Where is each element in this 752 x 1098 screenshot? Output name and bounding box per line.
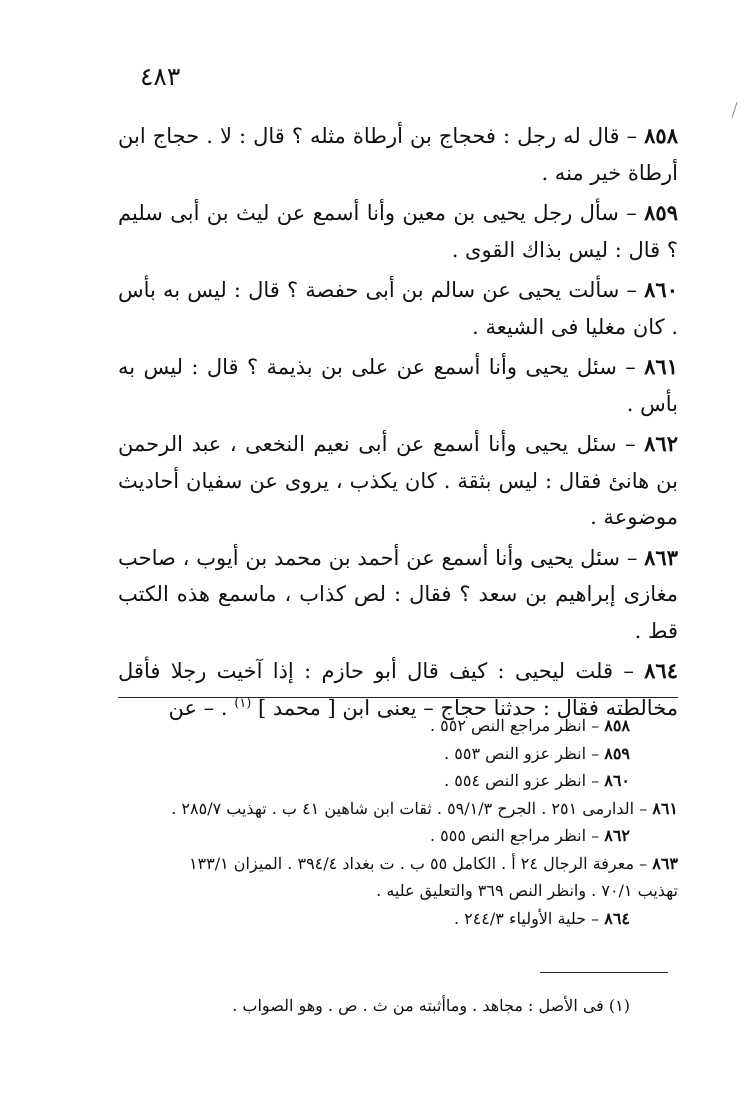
note-number: ٨٦١ (652, 798, 678, 818)
note-number: ٨٦٤ (604, 908, 630, 928)
footnote: (١) فى الأصل : مجاهد . وماأثبته من ث . ص . وهو الصواب . (232, 996, 630, 1015)
entry-860 (118, 272, 678, 345)
entry-863 (118, 540, 678, 650)
entry-number: ٨٥٨ (644, 123, 678, 148)
entry-number: ٨٦٤ (644, 658, 678, 683)
note-text: – انظر مراجع النص ٥٥٥ . (429, 826, 600, 845)
entry-number: ٨٦٣ (644, 544, 678, 570)
entry-859 (118, 195, 678, 268)
note-861 (118, 795, 678, 823)
entry-text: – سئل يحيى وأنا أسمع عن أبى نعيم النخعى ، عبد الرحمن بن هانئ فقال : ليس بثقة . كان يكذب ، يروى عن سفيان أحاديث موضوعة . (118, 432, 678, 529)
entry-number: ٨٦٢ (644, 431, 678, 456)
note-863-continuation: تهذيب ٧٠/١ . وانظر النص ٣٦٩ والتعليق عليه . (376, 881, 678, 900)
entry-text: – سألت يحيى عن سالم بن أبى حفصة ؟ قال : ليس به بأس . كان مغليا فى الشيعة . (118, 278, 678, 339)
note-862 (118, 822, 678, 850)
entry-858 (118, 118, 678, 191)
note-text: – انظر عزو النص ٥٥٣ . (444, 743, 600, 763)
footnote-divider (540, 972, 668, 973)
note-text: – انظر مراجع النص ٥٥٢ . (429, 716, 600, 735)
entry-text: – سئل يحيى وأنا أسمع عن أحمد بن محمد بن أيوب ، صاحب مغازى إبراهيم بن سعد ؟ فقال : لص كذاب ، ماسمع هذه الكتب قط . (118, 545, 678, 643)
note-number: ٨٥٨ (604, 716, 630, 735)
notes-section (118, 712, 678, 932)
entry-number: ٨٦٠ (644, 277, 678, 302)
note-text: – حلية الأولياء ٢٤٤/٣ . (453, 908, 600, 928)
main-text (118, 118, 678, 730)
note-text: – انظر عزو النص ٥٥٤ . (444, 771, 600, 790)
note-text: – معرفة الرجال ٢٤ أ . الكامل ٥٥ ب . ت بغداد ٣٩٤/٤ . الميزان ١٣٣/١ (188, 853, 648, 873)
entry-number: ٨٥٩ (644, 200, 678, 225)
note-864 (118, 905, 678, 933)
entry-text-cont: . – عن (168, 695, 235, 720)
entry-text: – قال له رجل : فحجاج بن أرطاة مثله ؟ قال : لا . حجاج ابن أرطاة خير منه . (118, 124, 678, 185)
entry-862 (118, 426, 678, 536)
note-number: ٨٦٢ (604, 826, 630, 845)
note-859 (118, 740, 678, 768)
note-number: ٨٦٣ (652, 853, 678, 873)
note-number: ٨٦٠ (604, 771, 630, 790)
note-text: – الدارمى ٢٥١ . الجرح ٥٩/١/٣ . ثقات ابن شاهين ٤١ ب . تهذيب ٢٨٥/٧ . (171, 798, 648, 818)
footnote-ref[interactable]: (١) (234, 695, 252, 711)
note-858 (118, 712, 678, 740)
note-number: ٨٥٩ (604, 743, 630, 763)
note-863 (118, 850, 678, 878)
page-number: ٤٨٣ (140, 62, 181, 91)
entry-text: – سأل رجل يحيى بن معين وأنا أسمع عن ليث بن أبى سليم ؟ قال : ليس بذاك القوى . (118, 201, 678, 262)
entry-text: – قلت ليحيى : كيف قال أبو حازم : إذا آخيت رجلا فأقل مخالطته فقال : حدثنا حجاج – يعنى ابن [ محمد ] (118, 659, 678, 720)
note-860 (118, 767, 678, 795)
margin-mark (732, 102, 738, 118)
main-divider (118, 697, 678, 698)
entry-text: – سئل يحيى وأنا أسمع عن على بن بذيمة ؟ قال : ليس به بأس . (118, 355, 678, 416)
entry-number: ٨٦١ (644, 354, 678, 379)
entry-861 (118, 349, 678, 422)
